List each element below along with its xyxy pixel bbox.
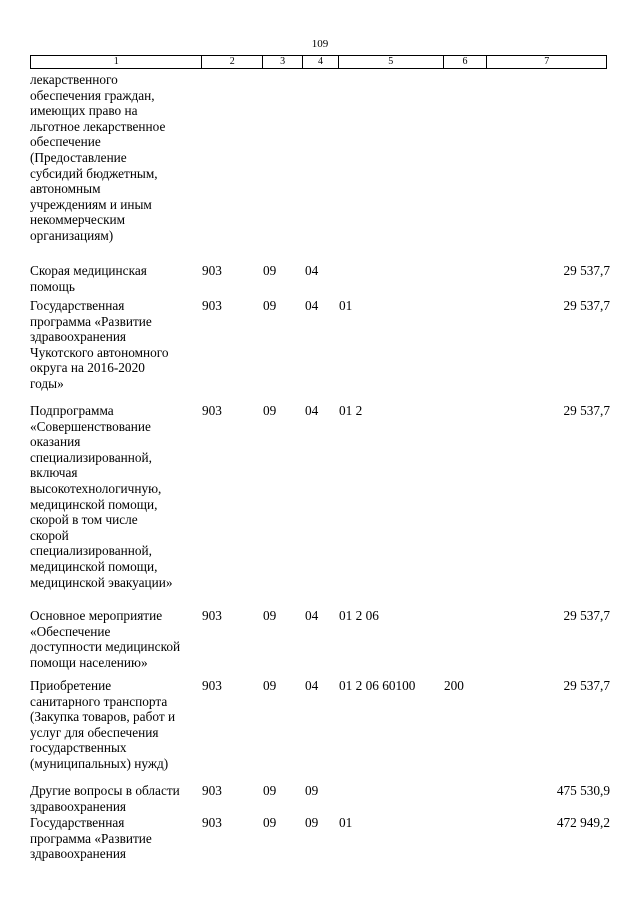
row-admin-code: 903 [202,608,222,623]
row-name: Государственная программа «Развитие здравоохранения [30,815,152,862]
table-header-row [30,55,607,69]
row-target-article: 01 2 [339,403,363,418]
row-target-article: 01 [339,815,353,830]
row-subsection: 04 [305,403,319,418]
row-target-article: 01 [339,298,353,313]
row-target-article: 01 2 06 [339,608,379,623]
row-subsection: 04 [305,298,319,313]
column-header-2: 2 [202,56,263,68]
row-admin-code [202,72,263,263]
row-name: Основное мероприятие «Обеспечение доступности медицинской помощи населению» [30,608,181,670]
table-row [30,783,610,815]
table-row [30,298,610,403]
row-name: Приобретение санитарного транспорта (Закупка товаров, работ и услуг для обеспечения государственных (муниципальных) нужд) [30,678,176,771]
row-admin-code: 903 [202,403,222,418]
row-expense-type [444,815,488,875]
page-number: 109 [311,38,329,50]
row-name: Другие вопросы в области здравоохранения [30,783,180,814]
column-header-3: 3 [263,56,303,68]
row-section: 09 [263,403,277,418]
row-expense-type [444,298,488,403]
row-section: 09 [263,815,277,830]
row-name: лекарственного обеспечения граждан, имеющих право на льготное лекарственное обеспечение (Предоставление субсидий бюджетным, автономным учреждениям и иным некоммерческим организациям) [30,72,166,243]
row-admin-code: 903 [202,815,222,830]
table-row [30,815,610,875]
row-amount: 29 537,7 [563,263,610,278]
row-target-article: 01 2 06 60100 [339,678,416,693]
row-target-article [339,263,444,298]
table-row [30,678,610,783]
row-subsection: 04 [305,608,319,623]
row-expense-type [444,72,488,263]
row-amount: 29 537,7 [563,678,610,693]
row-amount: 29 537,7 [563,403,610,418]
budget-table-body [30,72,610,875]
row-name: Подпрограмма «Совершенствование оказания специализированной, включая высокотехнологичную, медицинской помощи, скорой в том числе скорой специализированной, медицинской помощи, медицинской эвакуации» [30,403,173,590]
row-section: 09 [263,608,277,623]
row-amount: 475 530,9 [556,783,610,798]
row-subsection: 09 [305,783,319,798]
row-expense-type [444,783,488,815]
row-admin-code: 903 [202,298,222,313]
row-name: Государственная программа «Развитие здравоохранения Чукотского автономного округа на 2016-2020 годы» [30,298,169,391]
row-admin-code: 903 [202,263,222,278]
row-amount: 29 537,7 [563,298,610,313]
row-section: 09 [263,678,277,693]
row-admin-code: 903 [202,783,222,798]
table-row [30,608,610,678]
row-section [263,72,303,263]
row-expense-type: 200 [444,678,464,693]
column-header-4: 4 [303,56,339,68]
column-header-6: 6 [444,56,488,68]
row-expense-type [444,403,488,608]
row-name: Скорая медицинская помощь [30,263,147,294]
row-expense-type [444,263,488,298]
table-row [30,72,610,263]
row-subsection: 09 [305,815,319,830]
table-row [30,263,610,298]
row-target-article [339,783,444,815]
row-section: 09 [263,263,277,278]
row-subsection: 04 [305,678,319,693]
row-amount: 472 949,2 [556,815,610,830]
row-section: 09 [263,298,277,313]
row-amount: 29 537,7 [563,608,610,623]
row-target-article [339,72,444,263]
column-header-1: 1 [31,56,202,68]
row-admin-code: 903 [202,678,222,693]
column-header-5: 5 [339,56,444,68]
table-row [30,403,610,608]
row-amount [488,72,610,263]
row-section: 09 [263,783,277,798]
column-header-7: 7 [544,56,550,67]
row-subsection: 04 [305,263,319,278]
row-subsection [303,72,339,263]
row-expense-type [444,608,488,678]
